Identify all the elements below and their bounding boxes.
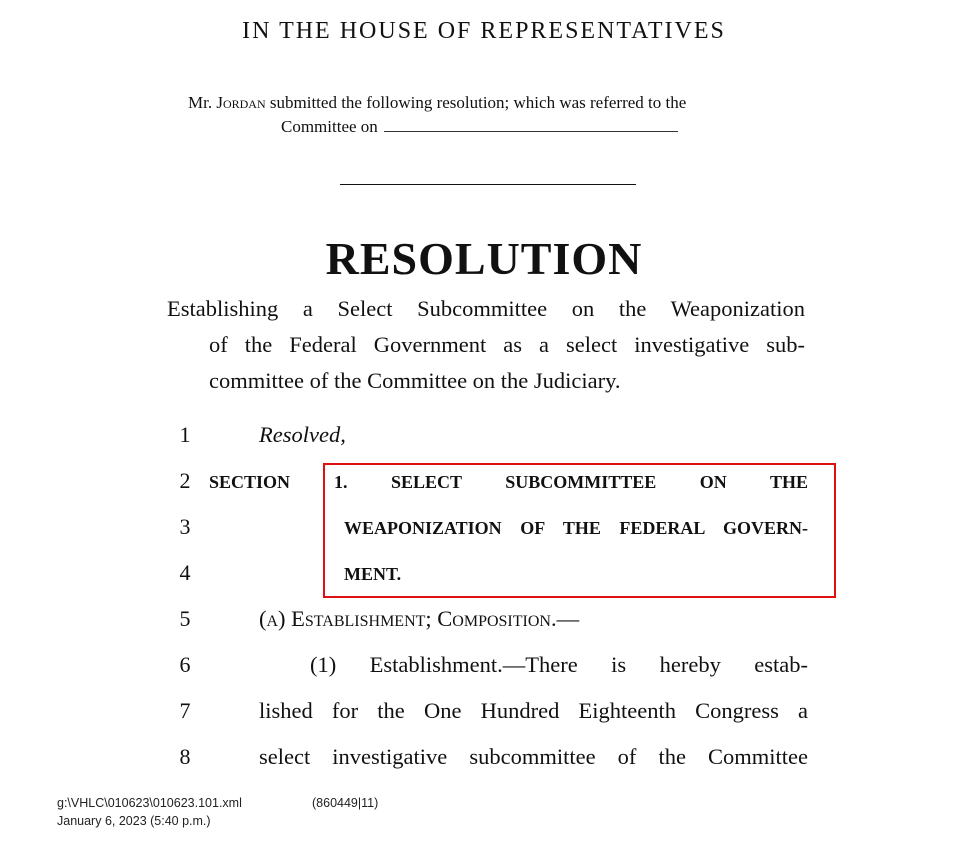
line-number: 1 bbox=[179, 422, 191, 447]
highlight-box bbox=[323, 463, 836, 598]
separator-rule bbox=[340, 184, 636, 185]
footer-date: January 6, 2023 (5:40 p.m.) bbox=[57, 814, 211, 828]
chamber-heading: IN THE HOUSE OF REPRESENTATIVES bbox=[242, 18, 726, 44]
line-number: 6 bbox=[179, 652, 191, 677]
resolved-clause: Resolved, bbox=[259, 422, 346, 447]
footer-code: (860449|11) bbox=[312, 796, 379, 810]
section-heading-line-2: WEAPONIZATION OF THE FEDERAL GOVERN- bbox=[344, 518, 808, 538]
paragraph-line-8: select investigative subcommittee of the Committee bbox=[259, 744, 808, 769]
line-number: 4 bbox=[179, 560, 191, 585]
resolution-title: RESOLUTION bbox=[325, 233, 643, 284]
paragraph-line-6: (1) Establishment.—There is hereby estab- bbox=[310, 652, 808, 677]
paragraph-line-7: lished for the One Hundred Eighteenth Congress a bbox=[259, 698, 808, 723]
line-number: 5 bbox=[179, 606, 191, 631]
line-number: 2 bbox=[179, 468, 191, 493]
sponsor-name: Jordan bbox=[216, 93, 266, 112]
line-number: 3 bbox=[179, 514, 191, 539]
section-heading-line-1: 1. SELECT SUBCOMMITTEE ON THE bbox=[334, 472, 808, 492]
section-heading-line-3: MENT. bbox=[344, 564, 402, 584]
purpose-line-1: Establishing a Select Subcommittee on the Weaponization bbox=[167, 296, 805, 321]
line-number: 8 bbox=[179, 744, 191, 769]
footer-file-path: g:\VHLC\010623\010623.101.xml bbox=[57, 796, 242, 810]
subsection-heading: (a) Establishment; Composition.— bbox=[259, 606, 580, 631]
purpose-line-2: of the Federal Government as a select investigative sub- bbox=[209, 332, 805, 357]
section-label: SECTION bbox=[209, 472, 291, 492]
committee-line: Committee on bbox=[281, 117, 678, 137]
submission-line: Mr. Jordan submitted the following resolution; which was referred to the bbox=[188, 93, 687, 112]
committee-blank bbox=[384, 117, 678, 132]
purpose-line-3: committee of the Committee on the Judiciary. bbox=[209, 368, 621, 393]
line-number: 7 bbox=[179, 698, 191, 723]
